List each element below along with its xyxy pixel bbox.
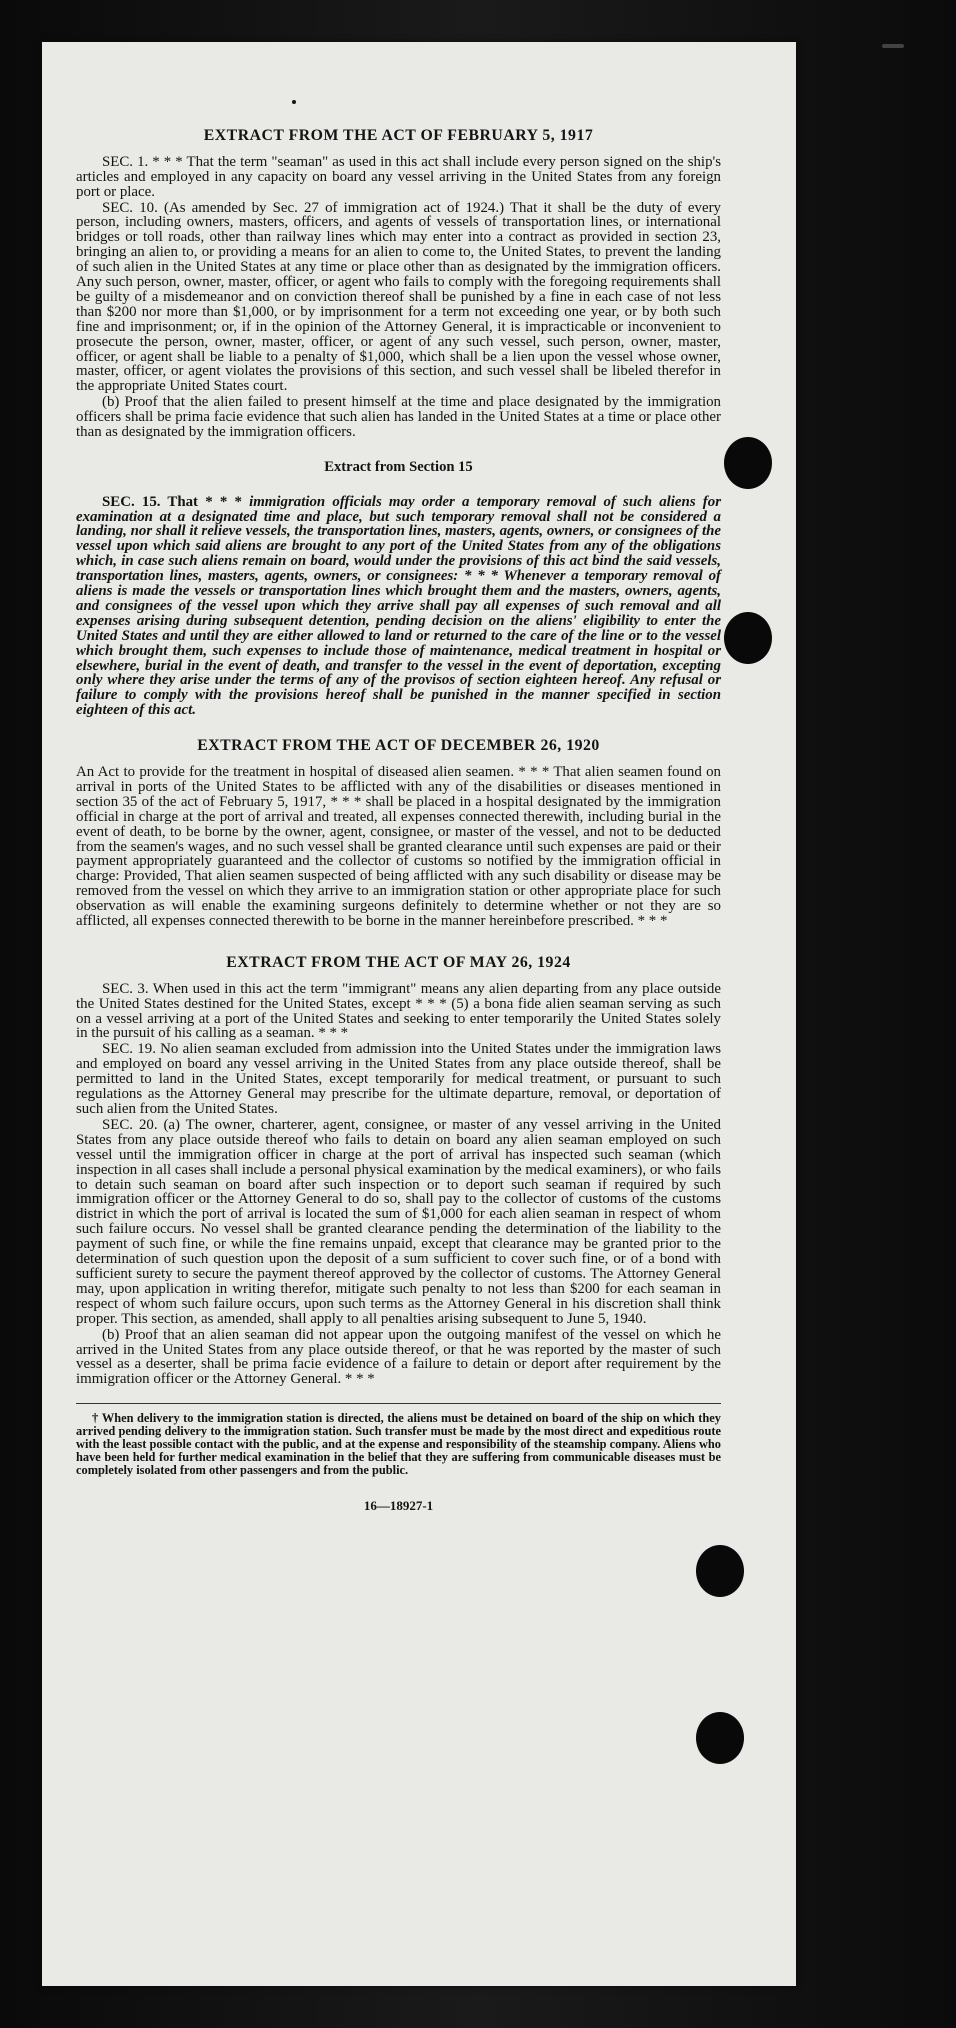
heading-act-1920: EXTRACT FROM THE ACT OF DECEMBER 26, 1920 [197, 737, 600, 755]
document-text [76, 128, 721, 1512]
punch-hole [696, 1712, 744, 1764]
paragraph-sec-3: SEC. 3. When used in this act the term "immigrant" means any alien departing from any place outside the United States destined for the United States, except * * * (5) a bona fide alien seaman serving as such on a vessel arriving at a port of the United States and seeking to enter temporarily the United States solely in the pursuit of his calling as a seaman. * * * [76, 980, 721, 1042]
paragraph-act-1920: An Act to provide for the treatment in hospital of diseased alien seamen. * * * That alien seamen found on arrival in ports of the United States to be afflicted with any of the disabilities or diseases mentioned in section 35 of the act of February 5, 1917, * * * shall be placed in a hospital designated by the immigration official in charge at the port of arrival and treated, all expenses connected therewith, including burial in the event of death, to be borne by the owner, agent, consignee, or master of the vessel, and not to be deducted from the seamen's wages, and no such vessel shall be granted clearance until such expenses are paid or their payment appropriately guaranteed and the collector of customs so notified by the immigration official in charge: Provided, That alien seamen suspected of being afflicted with any such disability or disease may be removed from the vessel on which they arrive to an immigration station or other appropriate place for such observation as will enable the examining surgeons definitely to determine whether or not they are so afflicted, all expenses connected therewith to be borne in the manner hereinbefore prescribed. * * * [76, 764, 721, 930]
heading-act-1924: EXTRACT FROM THE ACT OF MAY 26, 1924 [226, 953, 571, 971]
paper-speck [292, 100, 296, 104]
paragraph-sec-15 [76, 495, 721, 719]
paragraph-sec-1: SEC. 1. * * * That the term "seaman" as used in this act shall include every person signed on the ship's articles and employed in any capacity on board any vessel arriving in the United States from any foreign port or place. [76, 153, 721, 200]
paragraph-sec-20-b: (b) Proof that an alien seaman did not appear upon the outgoing manifest of the vessel on which he arrived in the United States from any place outside thereof, or that he was reported by the master of such vessel as a deserter, shall be prima facie evidence of a failure to detain or deport after requirement by the immigration officer or the Attorney General. * * * [76, 1326, 721, 1388]
heading-section-15: Extract from Section 15 [324, 459, 473, 476]
form-number: 16—18927-1 [363, 1498, 434, 1514]
scan-edge-mark [882, 44, 904, 48]
paragraph-sec-19: SEC. 19. No alien seaman excluded from admission into the United States under the immigration laws and employed on board any vessel arriving in the United States from any place outside thereof, shall be permitted to land in the United States, except temporarily for medical treatment, or pursuant to such regulations as the Attorney General may prescribe for the ultimate departure, removal, or deportation of such alien from the United States. [76, 1041, 721, 1118]
punch-hole [724, 612, 772, 664]
sec-15-italic-text: immigration officials may order a temporary removal of such aliens for examination at a designated time and place, but such temporary removal shall not be considered a landing, nor shall it relieve vessels, the transportation lines, masters, agents, owners, or consignees of the vessel upon which said aliens are brought to any port of the United States from any of the obligations which, in case such aliens remain on board, would under the provisions of this act bind the said vessels, transportation lines, masters, agents, owners, or consignees: * * * Whenever a temporary removal of aliens is made the vessels or transportation lines which brought them and the masters, owners, agents, and consignees of the vessel upon which they arrive shall pay all expenses of such removal and all expenses arising during subsequent detention, pending decision on the aliens' eligibility to enter the United States and until they are either allowed to land or returned to the care of the line or to the vessel which brought them, such expenses to include those of maintenance, medical treatment in hospital or elsewhere, burial in the event of death, and transfer to the vessel in the event of deportation, excepting only where they arise under the terms of any of the provisos of section eighteen hereof. Any refusal or failure to comply with the provisions hereof shall be punished in the manner specified in section eighteen of this act. [76, 493, 721, 719]
punch-hole [696, 1545, 744, 1597]
paragraph-sec-10-b: (b) Proof that the alien failed to present himself at the time and place designated by the immigration officers shall be prima facie evidence that such alien has landed in the United States at a time or place other than as designated by the immigration officers. [76, 394, 721, 441]
footnote: † When delivery to the immigration station is directed, the aliens must be detained on board of the ship on which they arrived pending delivery to the immigration station. Such transfer must be made by the most direct and expeditious route with the least possible contact with the public, and at the expense and responsibility of the steamship company. Aliens who have been held for further medical examination in the belief that they are suffering from communicable diseases must be completely isolated from other passengers and from the public. [76, 1403, 721, 1477]
heading-act-1917: EXTRACT FROM THE ACT OF FEBRUARY 5, 1917 [203, 127, 594, 144]
paragraph-sec-20-a: SEC. 20. (a) The owner, charterer, agent, consignee, or master of any vessel arriving in the United States from any place outside thereof who fails to detain on board any alien seaman employed on such vessel until the immigration officer in charge at the port of arrival has inspected such seaman (which inspection in all cases shall include a personal physical examination by the medical examiners), or who fails to detain such seaman on board after such inspection or to deport such seaman if required by such immigration officer or the Attorney General to do so, shall pay to the collector of customs of the customs district in which the port of arrival is located the sum of $1,000 for each alien seaman in respect of whom such failure occurs. No vessel shall be granted clearance pending the determination of the liability to the payment of such fine, or while the fine remains unpaid, except that clearance may be granted prior to the determination of such question upon the deposit of a sum sufficient to cover such fine, or of a bond with sufficient surety to secure the payment thereof approved by the collector of customs. The Attorney General may, upon application in writing therefor, mitigate such penalty to not less than $200 for each seaman in respect of whom such failure occurs, upon such terms as the Attorney General in his discretion shall think proper. This section, as amended, shall apply to all penalties arising subsequent to June 5, 1940. [76, 1116, 721, 1327]
sec-15-lead: SEC. 15. That * * * [102, 493, 242, 510]
paragraph-sec-10: SEC. 10. (As amended by Sec. 27 of immigration act of 1924.) That it shall be the duty of every person, including owners, masters, officers, and agents of vessels of transportation lines, or international bridges or toll roads, other than railway lines which may enter into a contract as provided in section 23, bringing an alien to, or providing a means for an alien to come to, the United States, to prevent the landing of such alien in the United States at any time or place other than as designated by the immigration officers. Any such person, owner, master, officer, or agent who fails to comply with the foregoing requirements shall be guilty of a misdemeanor and on conviction thereof shall be punished by a fine in each case of not less than $200 nor more than $1,000, or by imprisonment for a term not exceeding one year, or by both such fine and imprisonment; or, if in the opinion of the Attorney General, it is impracticable or inconvenient to prosecute the person, owner, master, officer, or agent of any such vessel, such person, owner, master, officer, or agent shall be liable to a penalty of $1,000, which shall be a lien upon the vessel whose owner, master, officer, or agent violates the provisions of this section, and such vessel shall be libeled therefor in the appropriate United States court. [76, 199, 721, 395]
punch-hole [724, 437, 772, 489]
